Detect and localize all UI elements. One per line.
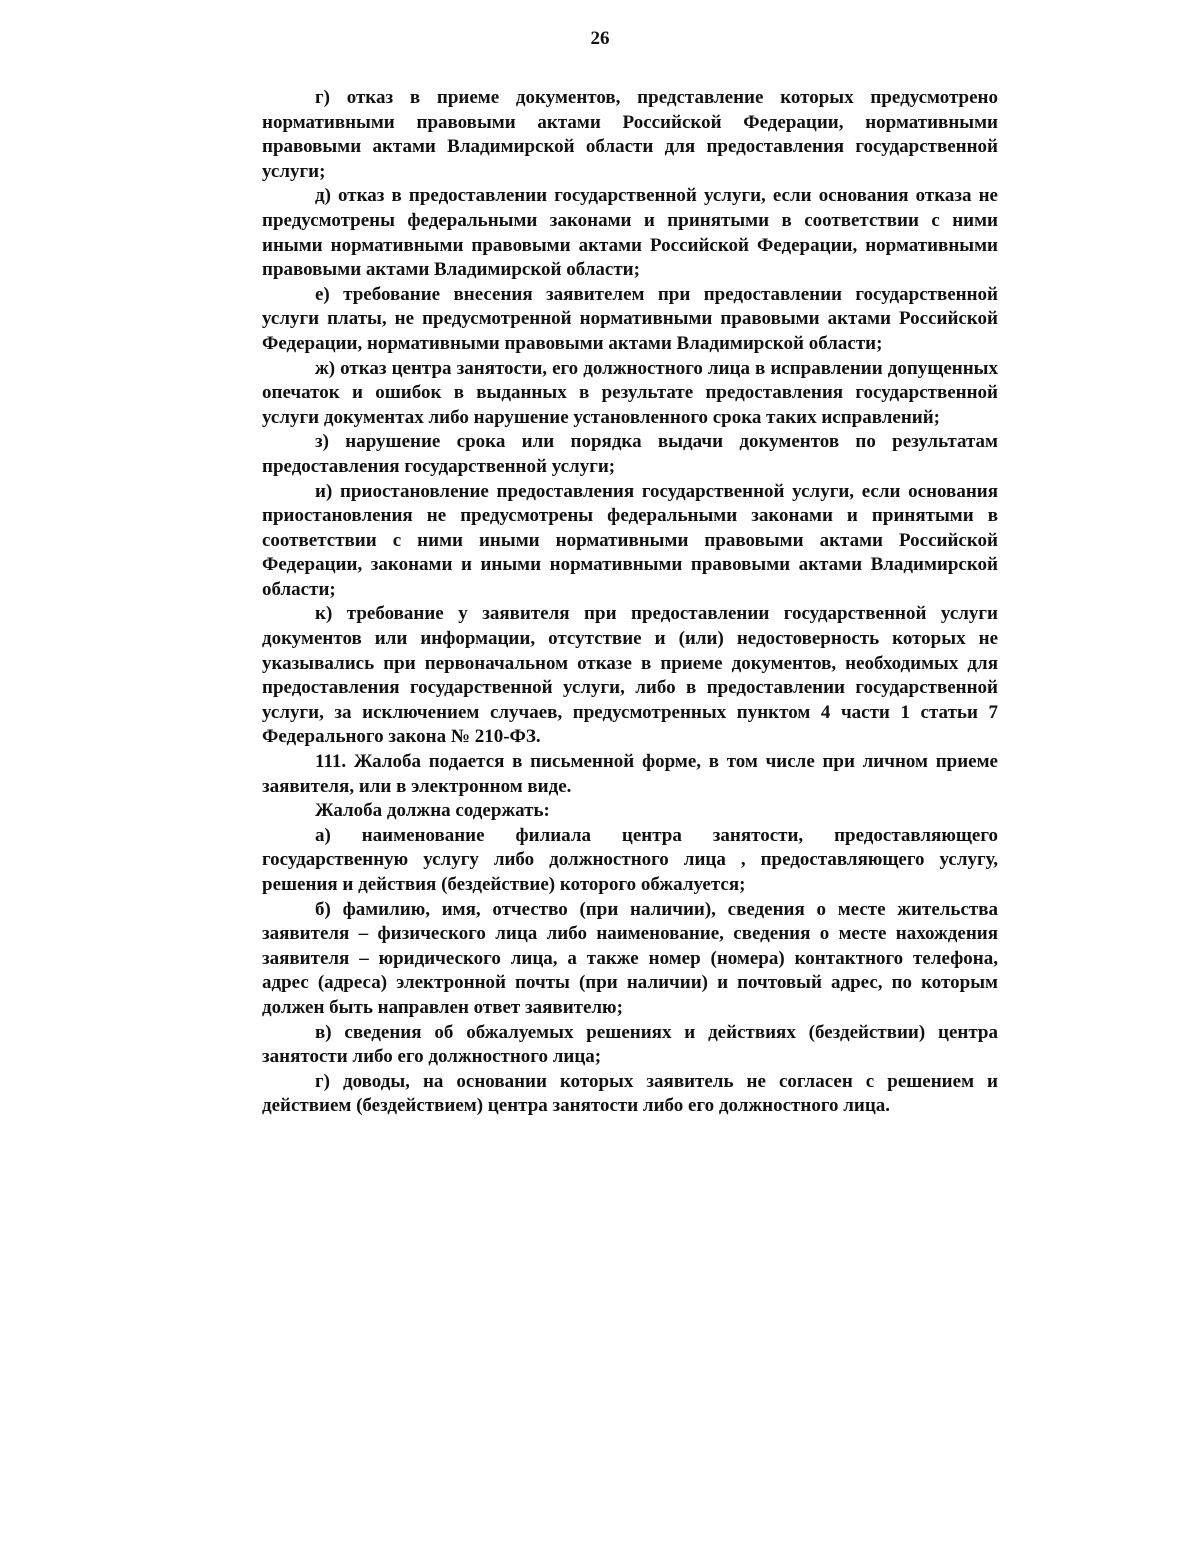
paragraph-complaint-contents-heading: Жалоба должна содержать: [315,800,550,822]
paragraph-z-issuance-violation: з) нарушение срока или порядка выдачи документов по результатам предоставления государственной услуги; [262,431,998,477]
document-body [262,86,998,1119]
paragraph-g-arguments: г) доводы, на основании которых заявитель не согласен с решением и действием (бездействием) центра занятости либо его должностного лица. [262,1070,998,1117]
paragraph-g-refusal-documents: г) отказ в приеме документов, представление которых предусмотрено нормативными правовыми актами Российской Федерации, нормативными правовыми актами Владимирской области для предоставления государственной услуги; [262,87,998,182]
paragraph-v-appealed-decisions: в) сведения об обжалуемых решениях и действиях (бездействии) центра занятости либо его должностного лица; [262,1021,998,1068]
paragraph-b-applicant-details: б) фамилию, имя, отчество (при наличии), сведения о месте жительства заявителя – физического лица либо наименование, сведения о месте нахождения заявителя – юридического лица, а также номер (номера) контактного телефона, адрес (адреса) электронной почты (при наличии) и почтовый адрес, по которым должен быть направлен ответ заявителю; [262,898,998,1018]
paragraph-111-complaint-form: 111. Жалоба подается в письменной форме, в том числе при личном приеме заявителя, или в электронном виде. [262,751,998,797]
paragraph-zh-correction-refusal: ж) отказ центра занятости, его должностного лица в исправлении допущенных опечаток и ошибок в выданных в результате предоставления государственной услуги документах либо нарушение установленного срока таких исправлений; [262,357,998,428]
paragraph-i-suspension: и) приостановление предоставления государственной услуги, если основания приостановления не предусмотрены федеральными законами и принятыми в соответствии с ними иными нормативными правовыми актами Российской Федерации, законами и иными нормативными правовыми актами Владимирской области; [262,480,998,600]
paragraph-e-fee-requirement: е) требование внесения заявителем при предоставлении государственной услуги платы, не предусмотренной нормативными правовыми актами Российской Федерации, нормативными правовыми актами Владимирской области; [262,283,998,354]
paragraph-a-branch-name: а) наименование филиала центра занятости, предоставляющего государственную услугу либо должностного лица , предоставляющего услугу, решения и действия (бездействие) которого обжалуется; [262,824,998,895]
page-number: 26 [590,28,610,49]
paragraph-d-refusal-service: д) отказ в предоставлении государственной услуги, если основания отказа не предусмотрены федеральными законами и принятыми в соответствии с ними иными нормативными правовыми актами Российской Федерации, нормативными правовыми актами Владимирской области; [262,185,998,281]
paragraph-k-document-requirement: к) требование у заявителя при предоставлении государственной услуги документов или информации, отсутствие и (или) недостоверность которых не указывались при первоначальном отказе в приеме документов, необходимых для предоставления государственной услуги, либо в предоставлении государственной услуги, за исключением случаев, предусмотренных пунктом 4 части 1 статьи 7 Федерального закона № 210-ФЗ. [262,603,998,748]
